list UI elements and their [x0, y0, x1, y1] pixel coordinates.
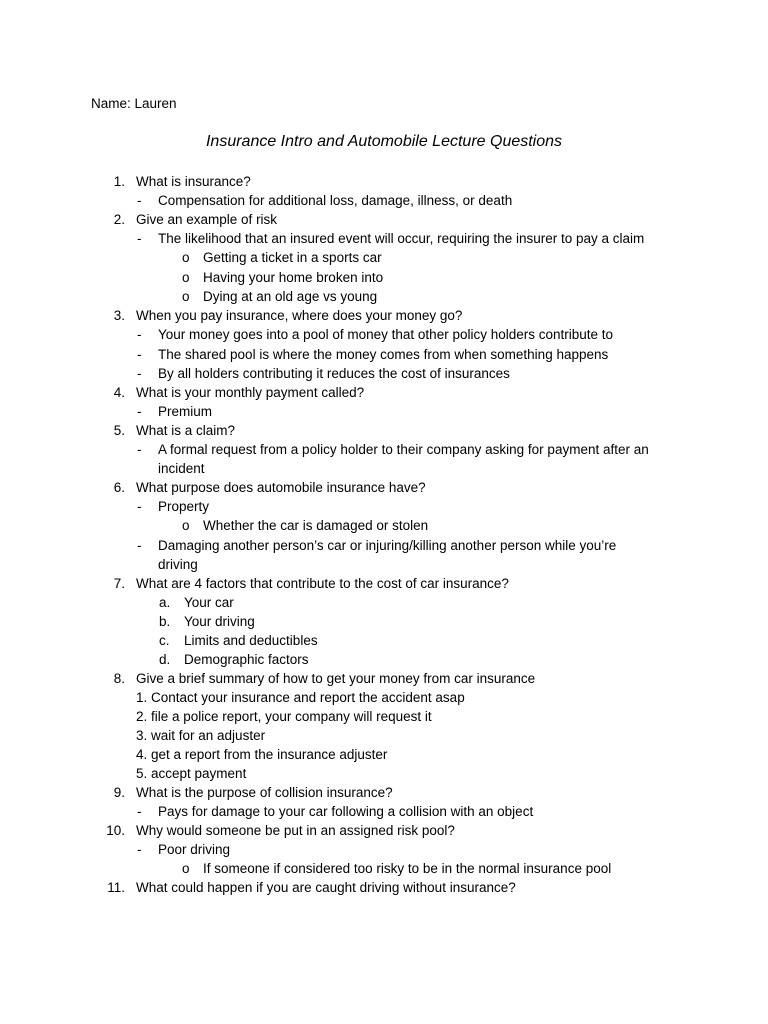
dash-marker: -	[137, 538, 142, 553]
question-number: 4.	[113, 385, 125, 400]
sub-answer-text: If someone if considered too risky to be in the normal insurance pool	[203, 861, 612, 876]
question-number: 5.	[113, 423, 125, 438]
question-text: What is insurance?	[136, 174, 251, 189]
answer-text: Premium	[158, 404, 213, 419]
answer-text-continued: incident	[158, 461, 205, 476]
factor-text: Limits and deductibles	[184, 633, 318, 648]
student-name: Name: Lauren	[91, 96, 177, 111]
question-text: What is the purpose of collision insurance?	[136, 785, 393, 800]
dash-marker: -	[137, 327, 142, 342]
question-text: What purpose does automobile insurance have?	[136, 480, 426, 495]
letter-marker: a.	[159, 595, 171, 610]
step-text: 4. get a report from the insurance adjuster	[136, 747, 388, 762]
answer-text: A formal request from a policy holder to their company asking for payment after an	[158, 442, 649, 457]
question-text: Why would someone be put in an assigned risk pool?	[136, 823, 455, 838]
question-text: When you pay insurance, where does your money go?	[136, 308, 463, 323]
answer-text: By all holders contributing it reduces the cost of insurances	[158, 366, 510, 381]
answer-text: Property	[158, 499, 210, 514]
dash-marker: -	[137, 366, 142, 381]
question-number: 8.	[113, 671, 125, 686]
question-number: 9.	[113, 785, 125, 800]
question-number: 6.	[113, 480, 125, 495]
circle-bullet: o	[182, 270, 190, 285]
letter-marker: d.	[159, 652, 171, 667]
question-number: 1.	[113, 174, 125, 189]
question-text: Give an example of risk	[136, 212, 278, 227]
dash-marker: -	[137, 804, 142, 819]
letter-marker: c.	[159, 633, 170, 648]
dash-marker: -	[137, 193, 142, 208]
answer-text: The likelihood that an insured event will occur, requiring the insurer to pay a claim	[158, 231, 645, 246]
question-number: 3.	[113, 308, 125, 323]
step-text: 3. wait for an adjuster	[136, 728, 266, 743]
step-text: 5. accept payment	[136, 766, 247, 781]
dash-marker: -	[137, 404, 142, 419]
step-text: 1. Contact your insurance and report the accident asap	[136, 690, 465, 705]
circle-bullet: o	[182, 250, 190, 265]
dash-marker: -	[137, 231, 142, 246]
factor-text: Your driving	[184, 614, 255, 629]
sub-answer-text: Whether the car is damaged or stolen	[203, 518, 429, 533]
question-text: What are 4 factors that contribute to the cost of car insurance?	[136, 576, 509, 591]
question-number: 11.	[107, 880, 125, 895]
dash-marker: -	[137, 842, 142, 857]
dash-marker: -	[137, 499, 142, 514]
answer-text: Damaging another person’s car or injuring/killing another person while you’re	[158, 538, 617, 553]
answer-text: Poor driving	[158, 842, 231, 857]
sub-answer-text: Dying at an old age vs young	[203, 289, 378, 304]
question-text: What is your monthly payment called?	[136, 385, 365, 400]
question-number: 7.	[113, 576, 125, 591]
answer-text: Your money goes into a pool of money that other policy holders contribute to	[158, 327, 614, 342]
factor-text: Your car	[184, 595, 234, 610]
factor-text: Demographic factors	[184, 652, 309, 667]
dash-marker: -	[137, 442, 142, 457]
circle-bullet: o	[182, 518, 190, 533]
question-number: 2.	[113, 212, 125, 227]
document-title: Insurance Intro and Automobile Lecture Questions	[205, 133, 563, 150]
step-text: 2. file a police report, your company will request it	[136, 709, 432, 724]
question-text: What could happen if you are caught driving without insurance?	[136, 880, 516, 895]
answer-text-continued: driving	[158, 557, 198, 572]
question-text: What is a claim?	[136, 423, 236, 438]
answer-text: The shared pool is where the money comes from when something happens	[158, 347, 609, 362]
answer-text: Compensation for additional loss, damage, illness, or death	[158, 193, 513, 208]
question-text: Give a brief summary of how to get your money from car insurance	[136, 671, 536, 686]
answer-text: Pays for damage to your car following a collision with an object	[158, 804, 534, 819]
sub-answer-text: Having your home broken into	[203, 270, 384, 285]
question-number: 10.	[106, 823, 125, 838]
circle-bullet: o	[182, 289, 190, 304]
sub-answer-text: Getting a ticket in a sports car	[203, 250, 382, 265]
dash-marker: -	[137, 347, 142, 362]
letter-marker: b.	[159, 614, 171, 629]
circle-bullet: o	[182, 861, 190, 876]
